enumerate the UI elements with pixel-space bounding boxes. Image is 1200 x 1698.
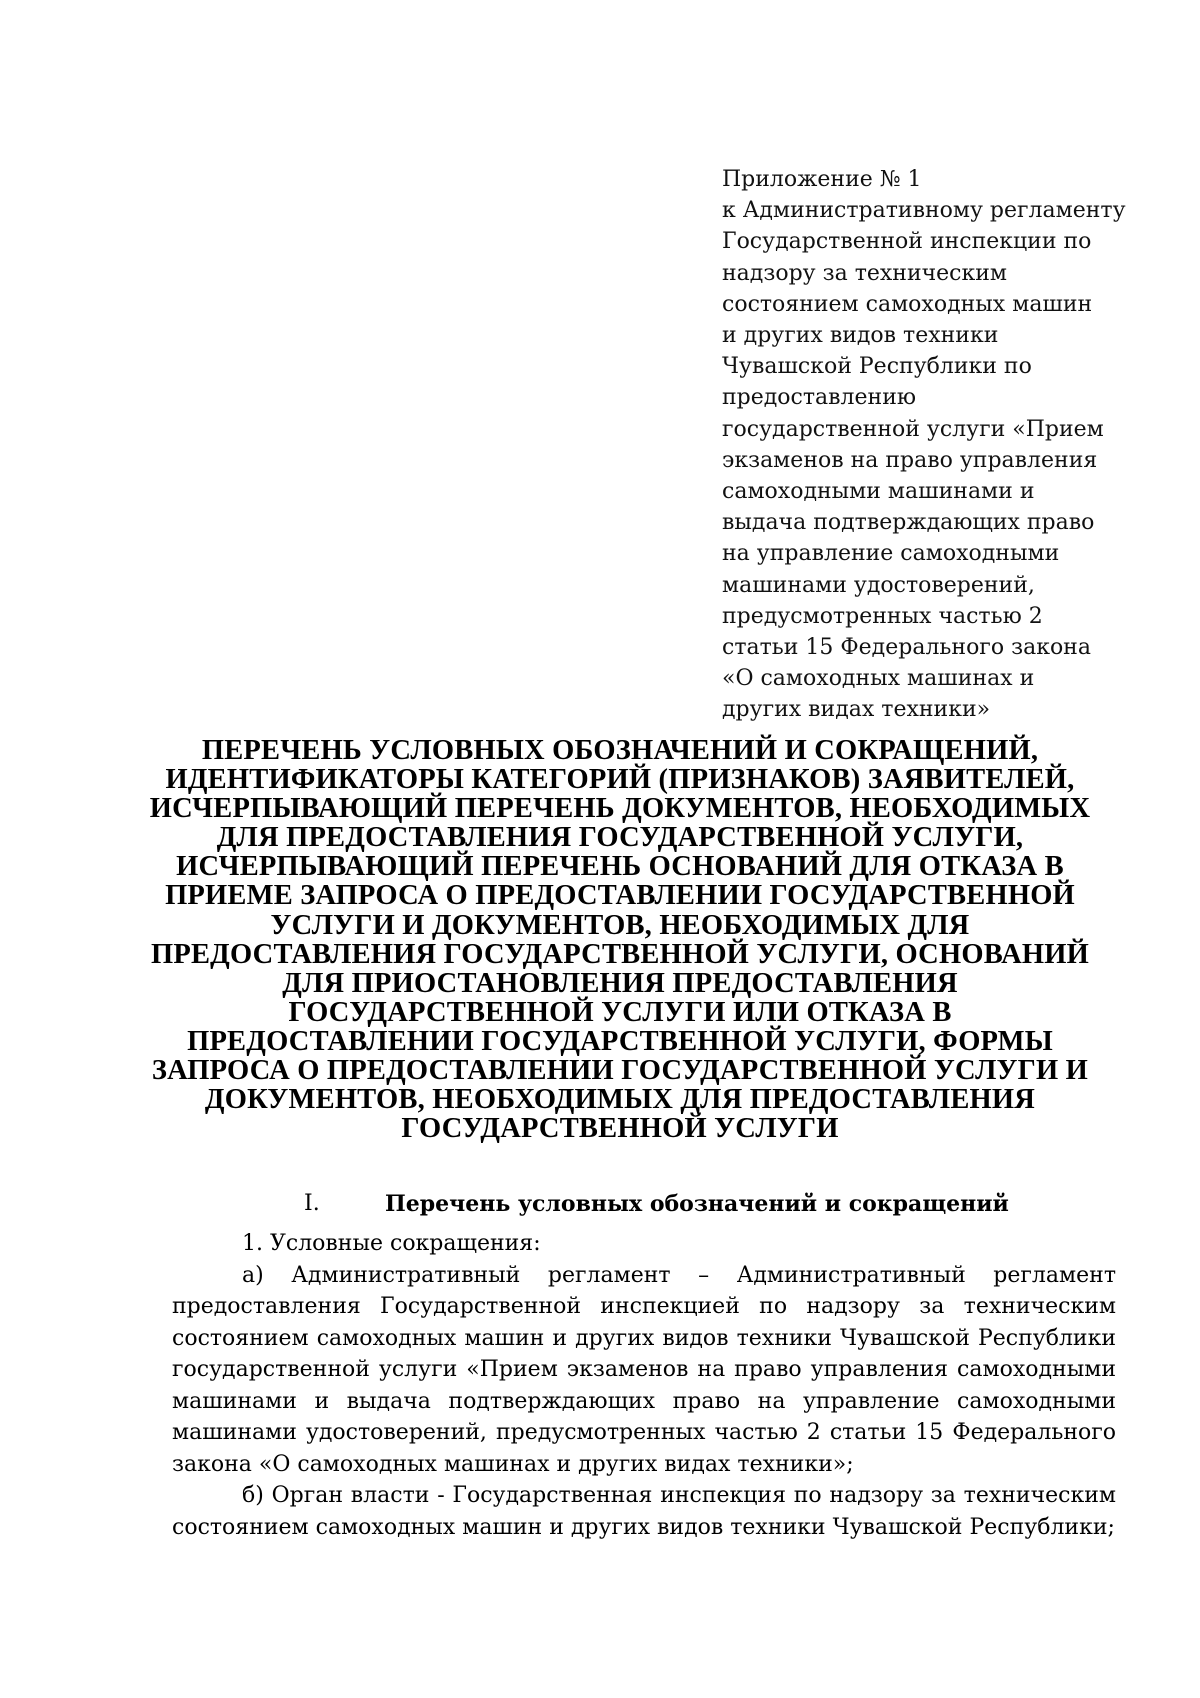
appendix-line: Приложение № 1 <box>722 167 922 192</box>
title-line: ГОСУДАРСТВЕННОЙ УСЛУГИ <box>401 1113 839 1145</box>
appendix-line: Чувашской Республики по <box>722 354 1032 380</box>
appendix-line: Государственной инспекции по <box>722 229 1092 255</box>
paragraph-item-a: а) Административный регламент – Административный регламент предоставления Государственной инспекцией по надзору за техническим состоянием самоходных машин и других видов техники Чувашской Республики государственной услуги «Прием экзаменов на право управления самоходными машинами и выдача подтверждающих право на управление самоходными машинами удостоверений, предусмотренных частью 2 статьи 15 Федерального закона «О самоходных машинах и других видах техники»; <box>172 1262 1116 1477</box>
section-title: Перечень условных обозначений и сокращений <box>385 1191 1009 1217</box>
title-line: ДОКУМЕНТОВ, НЕОБХОДИМЫХ ДЛЯ ПРЕДОСТАВЛЕНИЯ <box>204 1084 1036 1116</box>
appendix-line: предоставлению <box>722 385 917 411</box>
section-heading <box>0 1191 1200 1223</box>
appendix-line: «О самоходных машинах и <box>722 666 1035 692</box>
title-line: ПРЕДОСТАВЛЕНИИ ГОСУДАРСТВЕННОЙ УСЛУГИ, ФОРМЫ <box>187 1025 1053 1057</box>
appendix-line: машинами удостоверений, <box>722 572 1035 598</box>
document-title <box>140 736 1100 1143</box>
appendix-line: государственной услуги «Прием <box>722 416 1104 442</box>
paragraph-abbreviations-intro: 1. Условные сокращения: <box>242 1231 541 1256</box>
title-line: ИСЧЕРПЫВАЮЩИЙ ПЕРЕЧЕНЬ ДОКУМЕНТОВ, НЕОБХОДИМЫХ <box>149 793 1091 825</box>
title-line: ПРЕДОСТАВЛЕНИЯ ГОСУДАРСТВЕННОЙ УСЛУГИ, ОСНОВАНИЙ <box>150 938 1090 970</box>
title-line: УСЛУГИ И ДОКУМЕНТОВ, НЕОБХОДИМЫХ ДЛЯ <box>270 909 970 941</box>
paragraph-item-b: б) Орган власти - Государственная инспекция по надзору за техническим состоянием самоходных машин и других видов техники Чувашской Республики; <box>172 1483 1116 1540</box>
title-line: ГОСУДАРСТВЕННОЙ УСЛУГИ ИЛИ ОТКАЗА В <box>288 996 952 1028</box>
appendix-line: надзору за техническим <box>722 260 1008 286</box>
body-text <box>172 1228 1116 1543</box>
title-line: ЗАПРОСА О ПРЕДОСТАВЛЕНИИ ГОСУДАРСТВЕННОЙ УСЛУГИ И <box>151 1055 1089 1087</box>
appendix-line: состоянием самоходных машин <box>722 291 1093 317</box>
title-line: ДЛЯ ПРИОСТАНОВЛЕНИЯ ПРЕДОСТАВЛЕНИЯ <box>282 967 958 999</box>
title-line: ИСЧЕРПЫВАЮЩИЙ ПЕРЕЧЕНЬ ОСНОВАНИЙ ДЛЯ ОТКАЗА В <box>176 851 1064 883</box>
appendix-line: на управление самоходными <box>722 541 1060 567</box>
appendix-line: самоходными машинами и <box>722 479 1035 505</box>
appendix-line: выдача подтверждающих право <box>722 510 1095 536</box>
appendix-line: других видах техники» <box>722 697 991 723</box>
appendix-line: к Административному регламенту <box>722 198 1126 224</box>
title-line: ДЛЯ ПРЕДОСТАВЛЕНИЯ ГОСУДАРСТВЕННОЙ УСЛУГИ, <box>216 822 1024 854</box>
appendix-line: предусмотренных частью 2 <box>722 603 1043 629</box>
appendix-line: экзаменов на право управления <box>722 447 1098 473</box>
appendix-line: статьи 15 Федерального закона <box>722 635 1091 661</box>
title-line: ПРИЕМЕ ЗАПРОСА О ПРЕДОСТАВЛЕНИИ ГОСУДАРСТВЕННОЙ <box>165 880 1075 912</box>
title-line: ИДЕНТИФИКАТОРЫ КАТЕГОРИЙ (ПРИЗНАКОВ) ЗАЯВИТЕЛЕЙ, <box>165 764 1075 796</box>
appendix-block <box>722 164 1126 726</box>
title-line: ПЕРЕЧЕНЬ УСЛОВНЫХ ОБОЗНАЧЕНИЙ И СОКРАЩЕНИЙ, <box>201 735 1039 766</box>
appendix-line: и других видов техники <box>722 323 999 349</box>
section-number: I. <box>304 1191 320 1216</box>
